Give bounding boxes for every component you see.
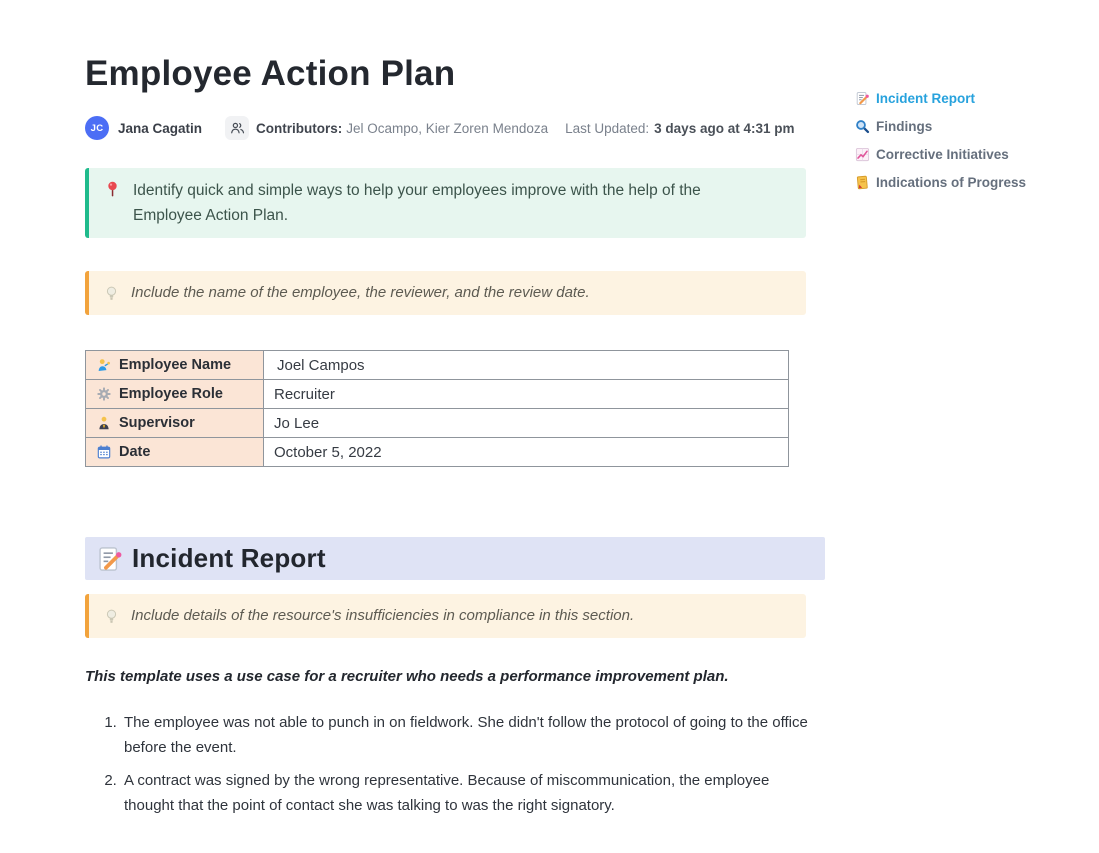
row-label: Supervisor bbox=[119, 415, 195, 431]
table-row bbox=[86, 409, 789, 438]
employee-icon bbox=[96, 357, 112, 373]
employee-role-label-cell bbox=[86, 380, 264, 409]
toc-item-findings[interactable] bbox=[855, 116, 1026, 136]
row-label: Date bbox=[119, 444, 151, 460]
table-row bbox=[86, 380, 789, 409]
pin-icon bbox=[105, 181, 120, 198]
callout-tip-2 bbox=[85, 594, 806, 638]
gear-icon bbox=[96, 386, 112, 402]
people-icon bbox=[229, 120, 245, 136]
incident-list bbox=[85, 711, 811, 818]
date-label-cell bbox=[86, 438, 264, 467]
chart-icon bbox=[855, 147, 870, 162]
bulb-icon bbox=[105, 286, 118, 302]
supervisor-value-cell: Jo Lee bbox=[264, 409, 789, 438]
toc-item-corrective-initiatives[interactable] bbox=[855, 144, 1026, 164]
avatar[interactable]: JC bbox=[85, 116, 109, 140]
last-updated-label: Last Updated: bbox=[565, 120, 650, 136]
toc-label: Incident Report bbox=[876, 90, 976, 106]
document-canvas bbox=[85, 0, 826, 818]
supervisor-icon bbox=[96, 415, 112, 431]
employee-role-value-cell: Recruiter bbox=[264, 380, 789, 409]
employee-name-label-cell bbox=[86, 351, 264, 380]
callout-overview bbox=[85, 168, 806, 238]
memo-icon bbox=[96, 545, 124, 573]
callout-tip-1 bbox=[85, 271, 806, 315]
page-title: Employee Action Plan bbox=[85, 54, 456, 93]
intro-paragraph: This template uses a use case for a recruiter who needs a performance improvement plan. bbox=[85, 668, 729, 685]
callout-tip-2-text: Include details of the resource's insufficiencies in compliance in this section. bbox=[131, 607, 635, 624]
bulb-icon bbox=[105, 609, 118, 625]
supervisor-label-cell bbox=[86, 409, 264, 438]
table-row bbox=[86, 351, 789, 380]
toc-item-indications-of-progress[interactable] bbox=[855, 172, 1026, 192]
callout-tip-1-text: Include the name of the employee, the reviewer, and the review date. bbox=[131, 284, 590, 301]
contributors-label: Contributors: bbox=[256, 120, 343, 136]
toc-label: Indications of Progress bbox=[876, 174, 1027, 190]
row-label: Employee Name bbox=[119, 357, 232, 373]
memo-icon bbox=[855, 91, 870, 106]
row-label: Employee Role bbox=[119, 386, 223, 402]
last-updated-value: 3 days ago at 4:31 pm bbox=[654, 120, 795, 136]
toc-item-incident-report[interactable] bbox=[855, 88, 1026, 108]
callout-overview-text: Identify quick and simple ways to help your employees improve with the help of the Employee Action Plan. bbox=[133, 182, 701, 224]
list-item: 1. The employee was not able to punch in on fieldwork. She didn't follow the protocol of going to the office before the event. bbox=[121, 711, 811, 760]
doc-meta-row bbox=[85, 116, 826, 140]
search-icon bbox=[855, 119, 870, 134]
progress-icon bbox=[855, 175, 870, 190]
toc-label: Corrective Initiatives bbox=[876, 146, 1009, 162]
table-of-contents bbox=[855, 88, 1026, 200]
list-item: 2. A contract was signed by the wrong representative. Because of miscommunication, the employee thought that the point of contact she was talking to was the right signatory. bbox=[121, 769, 811, 818]
section-title: Incident Report bbox=[132, 543, 326, 573]
calendar-icon bbox=[96, 444, 112, 460]
employee-name-value-cell: Joel Campos bbox=[264, 351, 789, 380]
toc-label: Findings bbox=[876, 118, 933, 134]
section-header-incident-report bbox=[85, 537, 825, 580]
author-name: Jana Cagatin bbox=[118, 120, 203, 136]
employee-info-table bbox=[85, 350, 789, 467]
date-value-cell: October 5, 2022 bbox=[264, 438, 789, 467]
table-row bbox=[86, 438, 789, 467]
contributors-names: Jel Ocampo, Kier Zoren Mendoza bbox=[346, 120, 549, 136]
contributors-chip[interactable] bbox=[225, 116, 249, 140]
